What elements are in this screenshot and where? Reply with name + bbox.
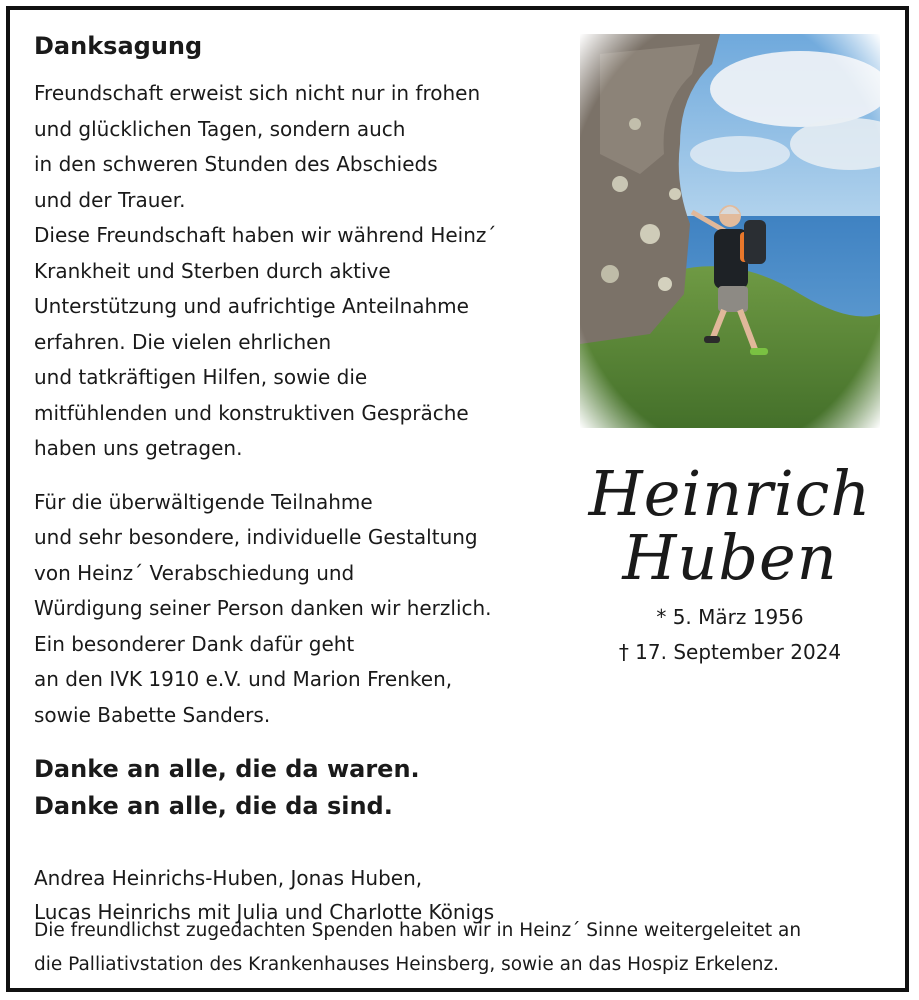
text-line: haben uns getragen.	[34, 436, 243, 460]
obituary-card	[6, 6, 909, 992]
thanks-block	[34, 751, 574, 825]
last-name: Huben	[622, 521, 838, 594]
family-line: Andrea Heinrichs-Huben, Jonas Huben,	[34, 866, 423, 890]
donation-line: die Palliativstation des Krankenhauses Heinsberg, sowie an das Hospiz Erkelenz.	[34, 954, 780, 975]
text-line: Unterstützung und aufrichtige Anteilnahme	[34, 294, 469, 318]
text-line: erfahren. Die vielen ehrlichen	[34, 329, 332, 354]
text-line: Für die überwältigende Teilnahme	[34, 489, 373, 514]
paragraph-gratitude	[34, 485, 574, 734]
life-dates	[580, 600, 880, 670]
text-line: Diese Freundschaft haben wir während Heinz´	[34, 223, 497, 247]
text-line: und sehr besondere, individuelle Gestaltung	[34, 525, 478, 549]
text-line: und der Trauer.	[34, 187, 186, 212]
text-line: Würdigung seiner Person danken wir herzlich.	[34, 596, 492, 620]
donation-note	[34, 914, 894, 982]
thanks-line: Danke an alle, die da waren.	[34, 755, 420, 783]
portrait-photo	[580, 34, 880, 428]
heading: Danksagung	[34, 32, 203, 60]
text-line: Freundschaft erweist sich nicht nur in frohen	[34, 81, 481, 105]
thanks-line: Danke an alle, die da sind.	[34, 792, 393, 820]
text-line: Ein besonderer Dank dafür geht	[34, 631, 355, 656]
text-line: Krankheit und Sterben durch aktive	[34, 258, 391, 283]
deceased-name	[580, 457, 880, 594]
paragraph-friendship	[34, 76, 574, 467]
text-line: sowie Babette Sanders.	[34, 702, 271, 727]
first-name: Heinrich	[588, 457, 872, 530]
text-line: mitfühlenden und konstruktiven Gespräche	[34, 400, 469, 425]
family-line: Lucas Heinrichs mit Julia und Charlotte Königs	[34, 900, 495, 924]
text-column	[34, 30, 574, 929]
birth-date: * 5. März 1956	[656, 605, 804, 629]
text-line: an den IVK 1910 e.V. und Marion Frenken,	[34, 667, 453, 691]
text-line: und tatkräftigen Hilfen, sowie die	[34, 365, 368, 389]
text-line: in den schweren Stunden des Abschieds	[34, 152, 438, 176]
text-line: von Heinz´ Verabschiedung und	[34, 560, 355, 585]
text-line: und glücklichen Tagen, sondern auch	[34, 116, 406, 141]
death-date: † 17. September 2024	[618, 640, 842, 664]
donation-line: Die freundlichst zugedachten Spenden haben wir in Heinz´ Sinne weitergeleitet an	[34, 920, 802, 941]
